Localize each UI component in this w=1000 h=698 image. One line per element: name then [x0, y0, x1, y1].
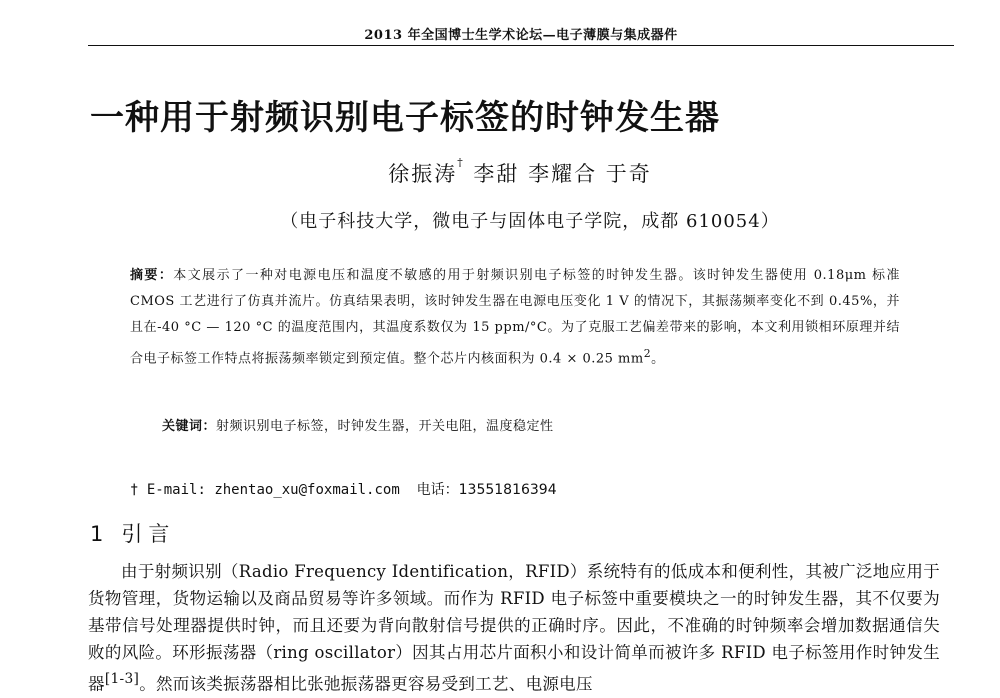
paragraph — [88, 558, 940, 698]
abstract-text: 本文展示了一种对电源电压和温度不敏感的用于射频识别电子标签的时钟发生器。该时钟发生器使用 0.18μm 标准 CMOS 工艺进行了仿真并流片。仿真结果表明，该时钟发生器在电源电压变化 1 V 的情况下，其振荡频率变化不到 0.45%，并且在-40 °C — 120 °C 的温度范围内，其温度系数仅为 15 ppm/°C。为了克服工艺偏差带来的影响，本文利用锁相环原理并结合电子标签工作特点将振荡频率锁定到预定值。整个芯片内核面积为 0.4 × 0.25 mm — [130, 268, 900, 367]
section-heading — [90, 518, 175, 548]
author-list — [0, 158, 1000, 188]
phone-number: 13551816394 — [458, 482, 557, 498]
abstract — [130, 263, 900, 372]
footnote-mark: † — [130, 482, 139, 498]
abstract-area-superscript: 2 — [643, 347, 652, 360]
abstract-label: 摘要： — [130, 268, 174, 283]
keywords — [162, 415, 902, 439]
section-title: 引言 — [121, 522, 176, 546]
email-address: zhentao_xu@foxmail.com — [214, 482, 400, 498]
keywords-text: 射频识别电子标签，时钟发生器，开关电阻，温度稳定性 — [216, 419, 554, 434]
keywords-label: 关键词： — [162, 419, 217, 434]
first-author: 徐振涛 — [388, 162, 458, 186]
corresponding-author-mark: † — [457, 156, 465, 169]
phone-label: 电话： — [416, 482, 459, 498]
affiliation: （电子科技大学，微电子与固体电子学院，成都 610054） — [280, 211, 780, 232]
abstract-end: 。 — [651, 351, 665, 367]
author-footnote — [130, 479, 890, 501]
body-text — [88, 558, 940, 698]
paragraph-text: 由于射频识别（Radio Frequency Identification，RFID）系统特有的低成本和便利性，其被广泛地应用于货物管理，货物运输以及商品贸易等许多领域。而作为 RFID 电子标签中重要模块之一的时钟发生器，其不仅要为基带信号处理器提供时钟，而且还要为背向散射信号提供的正确时序。因此，不准确的时钟频率会增加数据通信失败的风险。环形振荡器（ring oscillator）因其占用芯片面积小和设计简单而被许多 RFID 电子标签用作时钟发生器 — [88, 562, 940, 694]
header-rule — [88, 45, 954, 46]
paragraph-continuation: 。然而该类振荡器相比张弛振荡器更容易受到工艺、电源电压 — [139, 674, 593, 694]
section-number: 1 — [90, 522, 104, 546]
running-header: 2013 年全国博士生学术论坛—电子薄膜与集成器件 — [364, 28, 678, 43]
other-authors: 李甜 李耀合 于奇 — [473, 162, 652, 186]
citation: [1-3] — [104, 671, 140, 687]
email-label: E-mail: — [146, 482, 206, 498]
paper-title: 一种用于射频识别电子标签的时钟发生器 — [90, 98, 720, 138]
